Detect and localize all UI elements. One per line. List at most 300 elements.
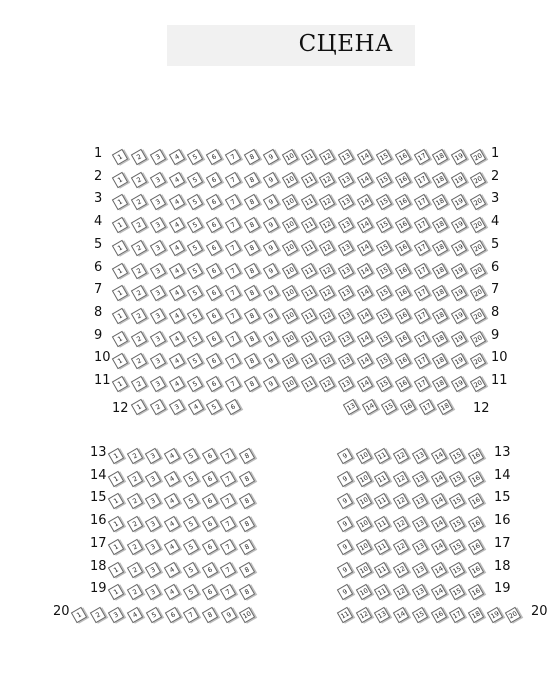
seat-row-15-16[interactable]: 16: [468, 493, 484, 509]
seat-row-19-15[interactable]: 15: [449, 584, 465, 600]
seat-row-8-16[interactable]: 16: [395, 308, 411, 324]
seat-row-2-19[interactable]: 19: [451, 171, 467, 187]
seat-row-8-20[interactable]: 20: [470, 308, 486, 324]
seat-row-19-4[interactable]: 4: [164, 584, 180, 600]
seat-row-16-8[interactable]: 8: [239, 516, 255, 532]
seat-row-10-6[interactable]: 6: [206, 353, 222, 369]
seat-row-14-2[interactable]: 2: [126, 470, 142, 486]
seat-row-5-6[interactable]: 6: [206, 240, 222, 256]
seat-row-19-7[interactable]: 7: [220, 584, 236, 600]
seat-row-3-5[interactable]: 5: [187, 194, 203, 210]
seat-row-12-5[interactable]: 5: [206, 398, 222, 414]
seat-row-1-7[interactable]: 7: [225, 149, 241, 165]
seat-row-16-14[interactable]: 14: [430, 516, 446, 532]
seat-row-4-6[interactable]: 6: [206, 217, 222, 233]
seat-row-16-1[interactable]: 1: [108, 516, 124, 532]
seat-row-9-5[interactable]: 5: [187, 330, 203, 346]
seat-row-11-4[interactable]: 4: [168, 376, 184, 392]
seat-row-13-16[interactable]: 16: [468, 448, 484, 464]
seat-row-3-9[interactable]: 9: [263, 194, 279, 210]
seat-row-3-6[interactable]: 6: [206, 194, 222, 210]
seat-row-3-10[interactable]: 10: [281, 194, 297, 210]
seat-row-13-11[interactable]: 11: [374, 448, 390, 464]
seat-row-1-14[interactable]: 14: [357, 149, 373, 165]
seat-row-1-10[interactable]: 10: [281, 149, 297, 165]
seat-row-14-14[interactable]: 14: [430, 470, 446, 486]
seat-row-8-14[interactable]: 14: [357, 308, 373, 324]
seat-row-19-8[interactable]: 8: [239, 584, 255, 600]
seat-row-6-16[interactable]: 16: [395, 262, 411, 278]
seat-row-10-3[interactable]: 3: [149, 353, 165, 369]
seat-row-19-2[interactable]: 2: [126, 584, 142, 600]
seat-row-15-7[interactable]: 7: [220, 493, 236, 509]
seat-row-18-13[interactable]: 13: [412, 561, 428, 577]
seat-row-12-2[interactable]: 2: [150, 398, 166, 414]
seat-row-9-17[interactable]: 17: [413, 330, 429, 346]
seat-row-4-10[interactable]: 10: [281, 217, 297, 233]
seat-row-17-1[interactable]: 1: [108, 539, 124, 555]
seat-row-20-8[interactable]: 8: [202, 607, 218, 623]
seat-row-4-3[interactable]: 3: [149, 217, 165, 233]
seat-row-5-20[interactable]: 20: [470, 240, 486, 256]
seat-row-17-16[interactable]: 16: [468, 539, 484, 555]
seat-row-18-2[interactable]: 2: [126, 561, 142, 577]
seat-row-14-11[interactable]: 11: [374, 470, 390, 486]
seat-row-1-16[interactable]: 16: [395, 149, 411, 165]
seat-row-10-8[interactable]: 8: [244, 353, 260, 369]
seat-row-3-4[interactable]: 4: [168, 194, 184, 210]
seat-row-16-11[interactable]: 11: [374, 516, 390, 532]
seat-row-11-16[interactable]: 16: [395, 376, 411, 392]
seat-row-14-4[interactable]: 4: [164, 470, 180, 486]
seat-row-18-8[interactable]: 8: [239, 561, 255, 577]
seat-row-13-2[interactable]: 2: [126, 448, 142, 464]
seat-row-2-9[interactable]: 9: [263, 171, 279, 187]
seat-row-6-3[interactable]: 3: [149, 262, 165, 278]
seat-row-11-17[interactable]: 17: [413, 376, 429, 392]
seat-row-20-12[interactable]: 12: [355, 607, 371, 623]
seat-row-10-14[interactable]: 14: [357, 353, 373, 369]
seat-row-10-1[interactable]: 1: [112, 353, 128, 369]
seat-row-19-16[interactable]: 16: [468, 584, 484, 600]
seat-row-7-6[interactable]: 6: [206, 285, 222, 301]
seat-row-19-3[interactable]: 3: [145, 584, 161, 600]
seat-row-19-12[interactable]: 12: [393, 584, 409, 600]
seat-row-5-17[interactable]: 17: [413, 240, 429, 256]
seat-row-12-1[interactable]: 1: [131, 398, 147, 414]
seat-row-1-8[interactable]: 8: [244, 149, 260, 165]
seat-row-18-4[interactable]: 4: [164, 561, 180, 577]
seat-row-20-2[interactable]: 2: [89, 607, 105, 623]
seat-row-9-16[interactable]: 16: [395, 330, 411, 346]
seat-row-17-10[interactable]: 10: [355, 539, 371, 555]
seat-row-3-16[interactable]: 16: [395, 194, 411, 210]
seat-row-17-9[interactable]: 9: [337, 539, 353, 555]
seat-row-19-5[interactable]: 5: [183, 584, 199, 600]
seat-row-6-14[interactable]: 14: [357, 262, 373, 278]
seat-row-1-6[interactable]: 6: [206, 149, 222, 165]
seat-row-2-15[interactable]: 15: [376, 171, 392, 187]
seat-row-15-15[interactable]: 15: [449, 493, 465, 509]
seat-row-15-14[interactable]: 14: [430, 493, 446, 509]
seat-row-11-5[interactable]: 5: [187, 376, 203, 392]
seat-row-12-6[interactable]: 6: [225, 398, 241, 414]
seat-row-6-13[interactable]: 13: [338, 262, 354, 278]
seat-row-14-1[interactable]: 1: [108, 470, 124, 486]
seat-row-8-4[interactable]: 4: [168, 308, 184, 324]
seat-row-12-4[interactable]: 4: [187, 398, 203, 414]
seat-row-20-18[interactable]: 18: [468, 607, 484, 623]
seat-row-7-3[interactable]: 3: [149, 285, 165, 301]
seat-row-20-4[interactable]: 4: [127, 607, 143, 623]
seat-row-3-19[interactable]: 19: [451, 194, 467, 210]
seat-row-3-8[interactable]: 8: [244, 194, 260, 210]
seat-row-16-4[interactable]: 4: [164, 516, 180, 532]
seat-row-11-18[interactable]: 18: [432, 376, 448, 392]
seat-row-1-1[interactable]: 1: [112, 149, 128, 165]
seat-row-6-2[interactable]: 2: [131, 262, 147, 278]
seat-row-13-10[interactable]: 10: [355, 448, 371, 464]
seat-row-3-20[interactable]: 20: [470, 194, 486, 210]
seat-row-15-6[interactable]: 6: [201, 493, 217, 509]
seat-row-2-6[interactable]: 6: [206, 171, 222, 187]
seat-row-9-4[interactable]: 4: [168, 330, 184, 346]
seat-row-9-2[interactable]: 2: [131, 330, 147, 346]
seat-row-2-17[interactable]: 17: [413, 171, 429, 187]
seat-row-19-6[interactable]: 6: [201, 584, 217, 600]
seat-row-3-1[interactable]: 1: [112, 194, 128, 210]
seat-row-7-9[interactable]: 9: [263, 285, 279, 301]
seat-row-20-16[interactable]: 16: [430, 607, 446, 623]
seat-row-18-7[interactable]: 7: [220, 561, 236, 577]
seat-row-17-8[interactable]: 8: [239, 539, 255, 555]
seat-row-20-3[interactable]: 3: [108, 607, 124, 623]
seat-row-20-14[interactable]: 14: [393, 607, 409, 623]
seat-row-6-18[interactable]: 18: [432, 262, 448, 278]
seat-row-8-2[interactable]: 2: [131, 308, 147, 324]
seat-row-5-11[interactable]: 11: [300, 240, 316, 256]
seat-row-10-11[interactable]: 11: [300, 353, 316, 369]
seat-row-4-15[interactable]: 15: [376, 217, 392, 233]
seat-row-18-5[interactable]: 5: [183, 561, 199, 577]
seat-row-10-9[interactable]: 9: [263, 353, 279, 369]
seat-row-11-13[interactable]: 13: [338, 376, 354, 392]
seat-row-20-6[interactable]: 6: [164, 607, 180, 623]
seat-row-4-7[interactable]: 7: [225, 217, 241, 233]
seat-row-9-9[interactable]: 9: [263, 330, 279, 346]
seat-row-2-11[interactable]: 11: [300, 171, 316, 187]
seat-row-19-11[interactable]: 11: [374, 584, 390, 600]
seat-row-9-19[interactable]: 19: [451, 330, 467, 346]
seat-row-20-7[interactable]: 7: [183, 607, 199, 623]
seat-row-12-14[interactable]: 14: [362, 398, 378, 414]
seat-row-8-15[interactable]: 15: [376, 308, 392, 324]
seat-row-14-7[interactable]: 7: [220, 470, 236, 486]
seat-row-5-13[interactable]: 13: [338, 240, 354, 256]
seat-row-10-12[interactable]: 12: [319, 353, 335, 369]
seat-row-17-4[interactable]: 4: [164, 539, 180, 555]
seat-row-16-10[interactable]: 10: [355, 516, 371, 532]
seat-row-3-14[interactable]: 14: [357, 194, 373, 210]
seat-row-15-3[interactable]: 3: [145, 493, 161, 509]
seat-row-20-15[interactable]: 15: [412, 607, 428, 623]
seat-row-8-19[interactable]: 19: [451, 308, 467, 324]
seat-row-19-10[interactable]: 10: [355, 584, 371, 600]
seat-row-20-11[interactable]: 11: [337, 607, 353, 623]
seat-row-2-7[interactable]: 7: [225, 171, 241, 187]
seat-row-10-4[interactable]: 4: [168, 353, 184, 369]
seat-row-14-6[interactable]: 6: [201, 470, 217, 486]
seat-row-13-1[interactable]: 1: [108, 448, 124, 464]
seat-row-10-10[interactable]: 10: [281, 353, 297, 369]
seat-row-19-14[interactable]: 14: [430, 584, 446, 600]
seat-row-8-8[interactable]: 8: [244, 308, 260, 324]
seat-row-2-8[interactable]: 8: [244, 171, 260, 187]
seat-row-8-7[interactable]: 7: [225, 308, 241, 324]
seat-row-17-11[interactable]: 11: [374, 539, 390, 555]
seat-row-3-11[interactable]: 11: [300, 194, 316, 210]
seat-row-16-6[interactable]: 6: [201, 516, 217, 532]
seat-row-2-2[interactable]: 2: [131, 171, 147, 187]
seat-row-4-2[interactable]: 2: [131, 217, 147, 233]
seat-row-18-10[interactable]: 10: [355, 561, 371, 577]
seat-row-6-8[interactable]: 8: [244, 262, 260, 278]
seat-row-18-9[interactable]: 9: [337, 561, 353, 577]
seat-row-15-13[interactable]: 13: [412, 493, 428, 509]
seat-row-8-13[interactable]: 13: [338, 308, 354, 324]
seat-row-5-4[interactable]: 4: [168, 240, 184, 256]
seat-row-19-13[interactable]: 13: [412, 584, 428, 600]
seat-row-16-5[interactable]: 5: [183, 516, 199, 532]
seat-row-11-12[interactable]: 12: [319, 376, 335, 392]
seat-row-5-14[interactable]: 14: [357, 240, 373, 256]
seat-row-9-11[interactable]: 11: [300, 330, 316, 346]
seat-row-5-10[interactable]: 10: [281, 240, 297, 256]
seat-row-20-13[interactable]: 13: [374, 607, 390, 623]
seat-row-7-11[interactable]: 11: [300, 285, 316, 301]
seat-row-1-3[interactable]: 3: [149, 149, 165, 165]
seat-row-4-1[interactable]: 1: [112, 217, 128, 233]
seat-row-16-9[interactable]: 9: [337, 516, 353, 532]
seat-row-6-12[interactable]: 12: [319, 262, 335, 278]
seat-row-6-11[interactable]: 11: [300, 262, 316, 278]
seat-row-17-13[interactable]: 13: [412, 539, 428, 555]
seat-row-4-13[interactable]: 13: [338, 217, 354, 233]
seat-row-7-7[interactable]: 7: [225, 285, 241, 301]
seat-row-15-9[interactable]: 9: [337, 493, 353, 509]
seat-row-4-17[interactable]: 17: [413, 217, 429, 233]
seat-row-5-9[interactable]: 9: [263, 240, 279, 256]
seat-row-14-16[interactable]: 16: [468, 470, 484, 486]
seat-row-8-3[interactable]: 3: [149, 308, 165, 324]
seat-row-14-12[interactable]: 12: [393, 470, 409, 486]
seat-row-20-1[interactable]: 1: [71, 607, 87, 623]
seat-row-4-9[interactable]: 9: [263, 217, 279, 233]
seat-row-1-11[interactable]: 11: [300, 149, 316, 165]
seat-row-8-18[interactable]: 18: [432, 308, 448, 324]
seat-row-4-5[interactable]: 5: [187, 217, 203, 233]
seat-row-18-15[interactable]: 15: [449, 561, 465, 577]
seat-row-13-5[interactable]: 5: [183, 448, 199, 464]
seat-row-1-4[interactable]: 4: [168, 149, 184, 165]
seat-row-9-1[interactable]: 1: [112, 330, 128, 346]
seat-row-9-7[interactable]: 7: [225, 330, 241, 346]
seat-row-16-3[interactable]: 3: [145, 516, 161, 532]
seat-row-8-6[interactable]: 6: [206, 308, 222, 324]
seat-row-6-19[interactable]: 19: [451, 262, 467, 278]
seat-row-16-16[interactable]: 16: [468, 516, 484, 532]
seat-row-7-8[interactable]: 8: [244, 285, 260, 301]
seat-row-3-17[interactable]: 17: [413, 194, 429, 210]
seat-row-1-17[interactable]: 17: [413, 149, 429, 165]
seat-row-8-1[interactable]: 1: [112, 308, 128, 324]
seat-row-7-12[interactable]: 12: [319, 285, 335, 301]
seat-row-10-16[interactable]: 16: [395, 353, 411, 369]
seat-row-17-2[interactable]: 2: [126, 539, 142, 555]
seat-row-11-3[interactable]: 3: [149, 376, 165, 392]
seat-row-18-6[interactable]: 6: [201, 561, 217, 577]
seat-row-4-16[interactable]: 16: [395, 217, 411, 233]
seat-row-7-1[interactable]: 1: [112, 285, 128, 301]
seat-row-2-4[interactable]: 4: [168, 171, 184, 187]
seat-row-7-16[interactable]: 16: [395, 285, 411, 301]
seat-row-11-15[interactable]: 15: [376, 376, 392, 392]
seat-row-12-17[interactable]: 17: [418, 398, 434, 414]
seat-row-1-9[interactable]: 9: [263, 149, 279, 165]
seat-row-9-6[interactable]: 6: [206, 330, 222, 346]
seat-row-11-11[interactable]: 11: [300, 376, 316, 392]
seat-row-10-17[interactable]: 17: [413, 353, 429, 369]
seat-row-6-17[interactable]: 17: [413, 262, 429, 278]
seat-row-1-18[interactable]: 18: [432, 149, 448, 165]
seat-row-9-13[interactable]: 13: [338, 330, 354, 346]
seat-row-10-2[interactable]: 2: [131, 353, 147, 369]
seat-row-3-15[interactable]: 15: [376, 194, 392, 210]
seat-row-2-10[interactable]: 10: [281, 171, 297, 187]
seat-row-11-10[interactable]: 10: [281, 376, 297, 392]
seat-row-2-3[interactable]: 3: [149, 171, 165, 187]
seat-row-9-15[interactable]: 15: [376, 330, 392, 346]
seat-row-20-10[interactable]: 10: [239, 607, 255, 623]
seat-row-18-12[interactable]: 12: [393, 561, 409, 577]
seat-row-20-9[interactable]: 9: [220, 607, 236, 623]
seat-row-5-5[interactable]: 5: [187, 240, 203, 256]
seat-row-15-1[interactable]: 1: [108, 493, 124, 509]
seat-row-6-6[interactable]: 6: [206, 262, 222, 278]
seat-row-1-19[interactable]: 19: [451, 149, 467, 165]
seat-row-15-10[interactable]: 10: [355, 493, 371, 509]
seat-row-11-2[interactable]: 2: [131, 376, 147, 392]
seat-row-13-8[interactable]: 8: [239, 448, 255, 464]
seat-row-4-8[interactable]: 8: [244, 217, 260, 233]
seat-row-9-12[interactable]: 12: [319, 330, 335, 346]
seat-row-20-20[interactable]: 20: [505, 607, 521, 623]
seat-row-19-9[interactable]: 9: [337, 584, 353, 600]
seat-row-2-5[interactable]: 5: [187, 171, 203, 187]
seat-row-4-18[interactable]: 18: [432, 217, 448, 233]
seat-row-4-11[interactable]: 11: [300, 217, 316, 233]
seat-row-15-12[interactable]: 12: [393, 493, 409, 509]
seat-row-13-3[interactable]: 3: [145, 448, 161, 464]
seat-row-15-2[interactable]: 2: [126, 493, 142, 509]
seat-row-13-6[interactable]: 6: [201, 448, 217, 464]
seat-row-14-3[interactable]: 3: [145, 470, 161, 486]
seat-row-9-10[interactable]: 10: [281, 330, 297, 346]
seat-row-11-8[interactable]: 8: [244, 376, 260, 392]
seat-row-7-19[interactable]: 19: [451, 285, 467, 301]
seat-row-10-7[interactable]: 7: [225, 353, 241, 369]
seat-row-11-19[interactable]: 19: [451, 376, 467, 392]
seat-row-10-13[interactable]: 13: [338, 353, 354, 369]
seat-row-3-2[interactable]: 2: [131, 194, 147, 210]
seat-row-20-17[interactable]: 17: [449, 607, 465, 623]
seat-row-19-1[interactable]: 1: [108, 584, 124, 600]
seat-row-15-4[interactable]: 4: [164, 493, 180, 509]
seat-row-17-15[interactable]: 15: [449, 539, 465, 555]
seat-row-2-20[interactable]: 20: [470, 171, 486, 187]
seat-row-15-11[interactable]: 11: [374, 493, 390, 509]
seat-row-16-2[interactable]: 2: [126, 516, 142, 532]
seat-row-14-15[interactable]: 15: [449, 470, 465, 486]
seat-row-6-10[interactable]: 10: [281, 262, 297, 278]
seat-row-6-5[interactable]: 5: [187, 262, 203, 278]
seat-row-3-7[interactable]: 7: [225, 194, 241, 210]
seat-row-7-18[interactable]: 18: [432, 285, 448, 301]
seat-row-17-6[interactable]: 6: [201, 539, 217, 555]
seat-row-7-20[interactable]: 20: [470, 285, 486, 301]
seat-row-5-16[interactable]: 16: [395, 240, 411, 256]
seat-row-6-1[interactable]: 1: [112, 262, 128, 278]
seat-row-4-20[interactable]: 20: [470, 217, 486, 233]
seat-row-17-3[interactable]: 3: [145, 539, 161, 555]
seat-row-5-2[interactable]: 2: [131, 240, 147, 256]
seat-row-16-12[interactable]: 12: [393, 516, 409, 532]
seat-row-5-7[interactable]: 7: [225, 240, 241, 256]
seat-row-1-20[interactable]: 20: [470, 149, 486, 165]
seat-row-15-5[interactable]: 5: [183, 493, 199, 509]
seat-row-5-18[interactable]: 18: [432, 240, 448, 256]
seat-row-3-13[interactable]: 13: [338, 194, 354, 210]
seat-row-10-15[interactable]: 15: [376, 353, 392, 369]
seat-row-11-7[interactable]: 7: [225, 376, 241, 392]
seat-row-5-1[interactable]: 1: [112, 240, 128, 256]
seat-row-11-20[interactable]: 20: [470, 376, 486, 392]
seat-row-7-2[interactable]: 2: [131, 285, 147, 301]
seat-row-7-14[interactable]: 14: [357, 285, 373, 301]
seat-row-20-19[interactable]: 19: [486, 607, 502, 623]
seat-row-14-5[interactable]: 5: [183, 470, 199, 486]
seat-row-2-12[interactable]: 12: [319, 171, 335, 187]
seat-row-13-7[interactable]: 7: [220, 448, 236, 464]
seat-row-1-15[interactable]: 15: [376, 149, 392, 165]
seat-row-14-13[interactable]: 13: [412, 470, 428, 486]
seat-row-6-20[interactable]: 20: [470, 262, 486, 278]
seat-row-3-18[interactable]: 18: [432, 194, 448, 210]
seat-row-5-3[interactable]: 3: [149, 240, 165, 256]
seat-row-14-8[interactable]: 8: [239, 470, 255, 486]
seat-row-13-9[interactable]: 9: [337, 448, 353, 464]
seat-row-9-20[interactable]: 20: [470, 330, 486, 346]
seat-row-3-12[interactable]: 12: [319, 194, 335, 210]
seat-row-1-5[interactable]: 5: [187, 149, 203, 165]
seat-row-6-9[interactable]: 9: [263, 262, 279, 278]
seat-row-3-3[interactable]: 3: [149, 194, 165, 210]
seat-row-1-2[interactable]: 2: [131, 149, 147, 165]
seat-row-17-5[interactable]: 5: [183, 539, 199, 555]
seat-row-6-7[interactable]: 7: [225, 262, 241, 278]
seat-row-11-9[interactable]: 9: [263, 376, 279, 392]
seat-row-8-10[interactable]: 10: [281, 308, 297, 324]
